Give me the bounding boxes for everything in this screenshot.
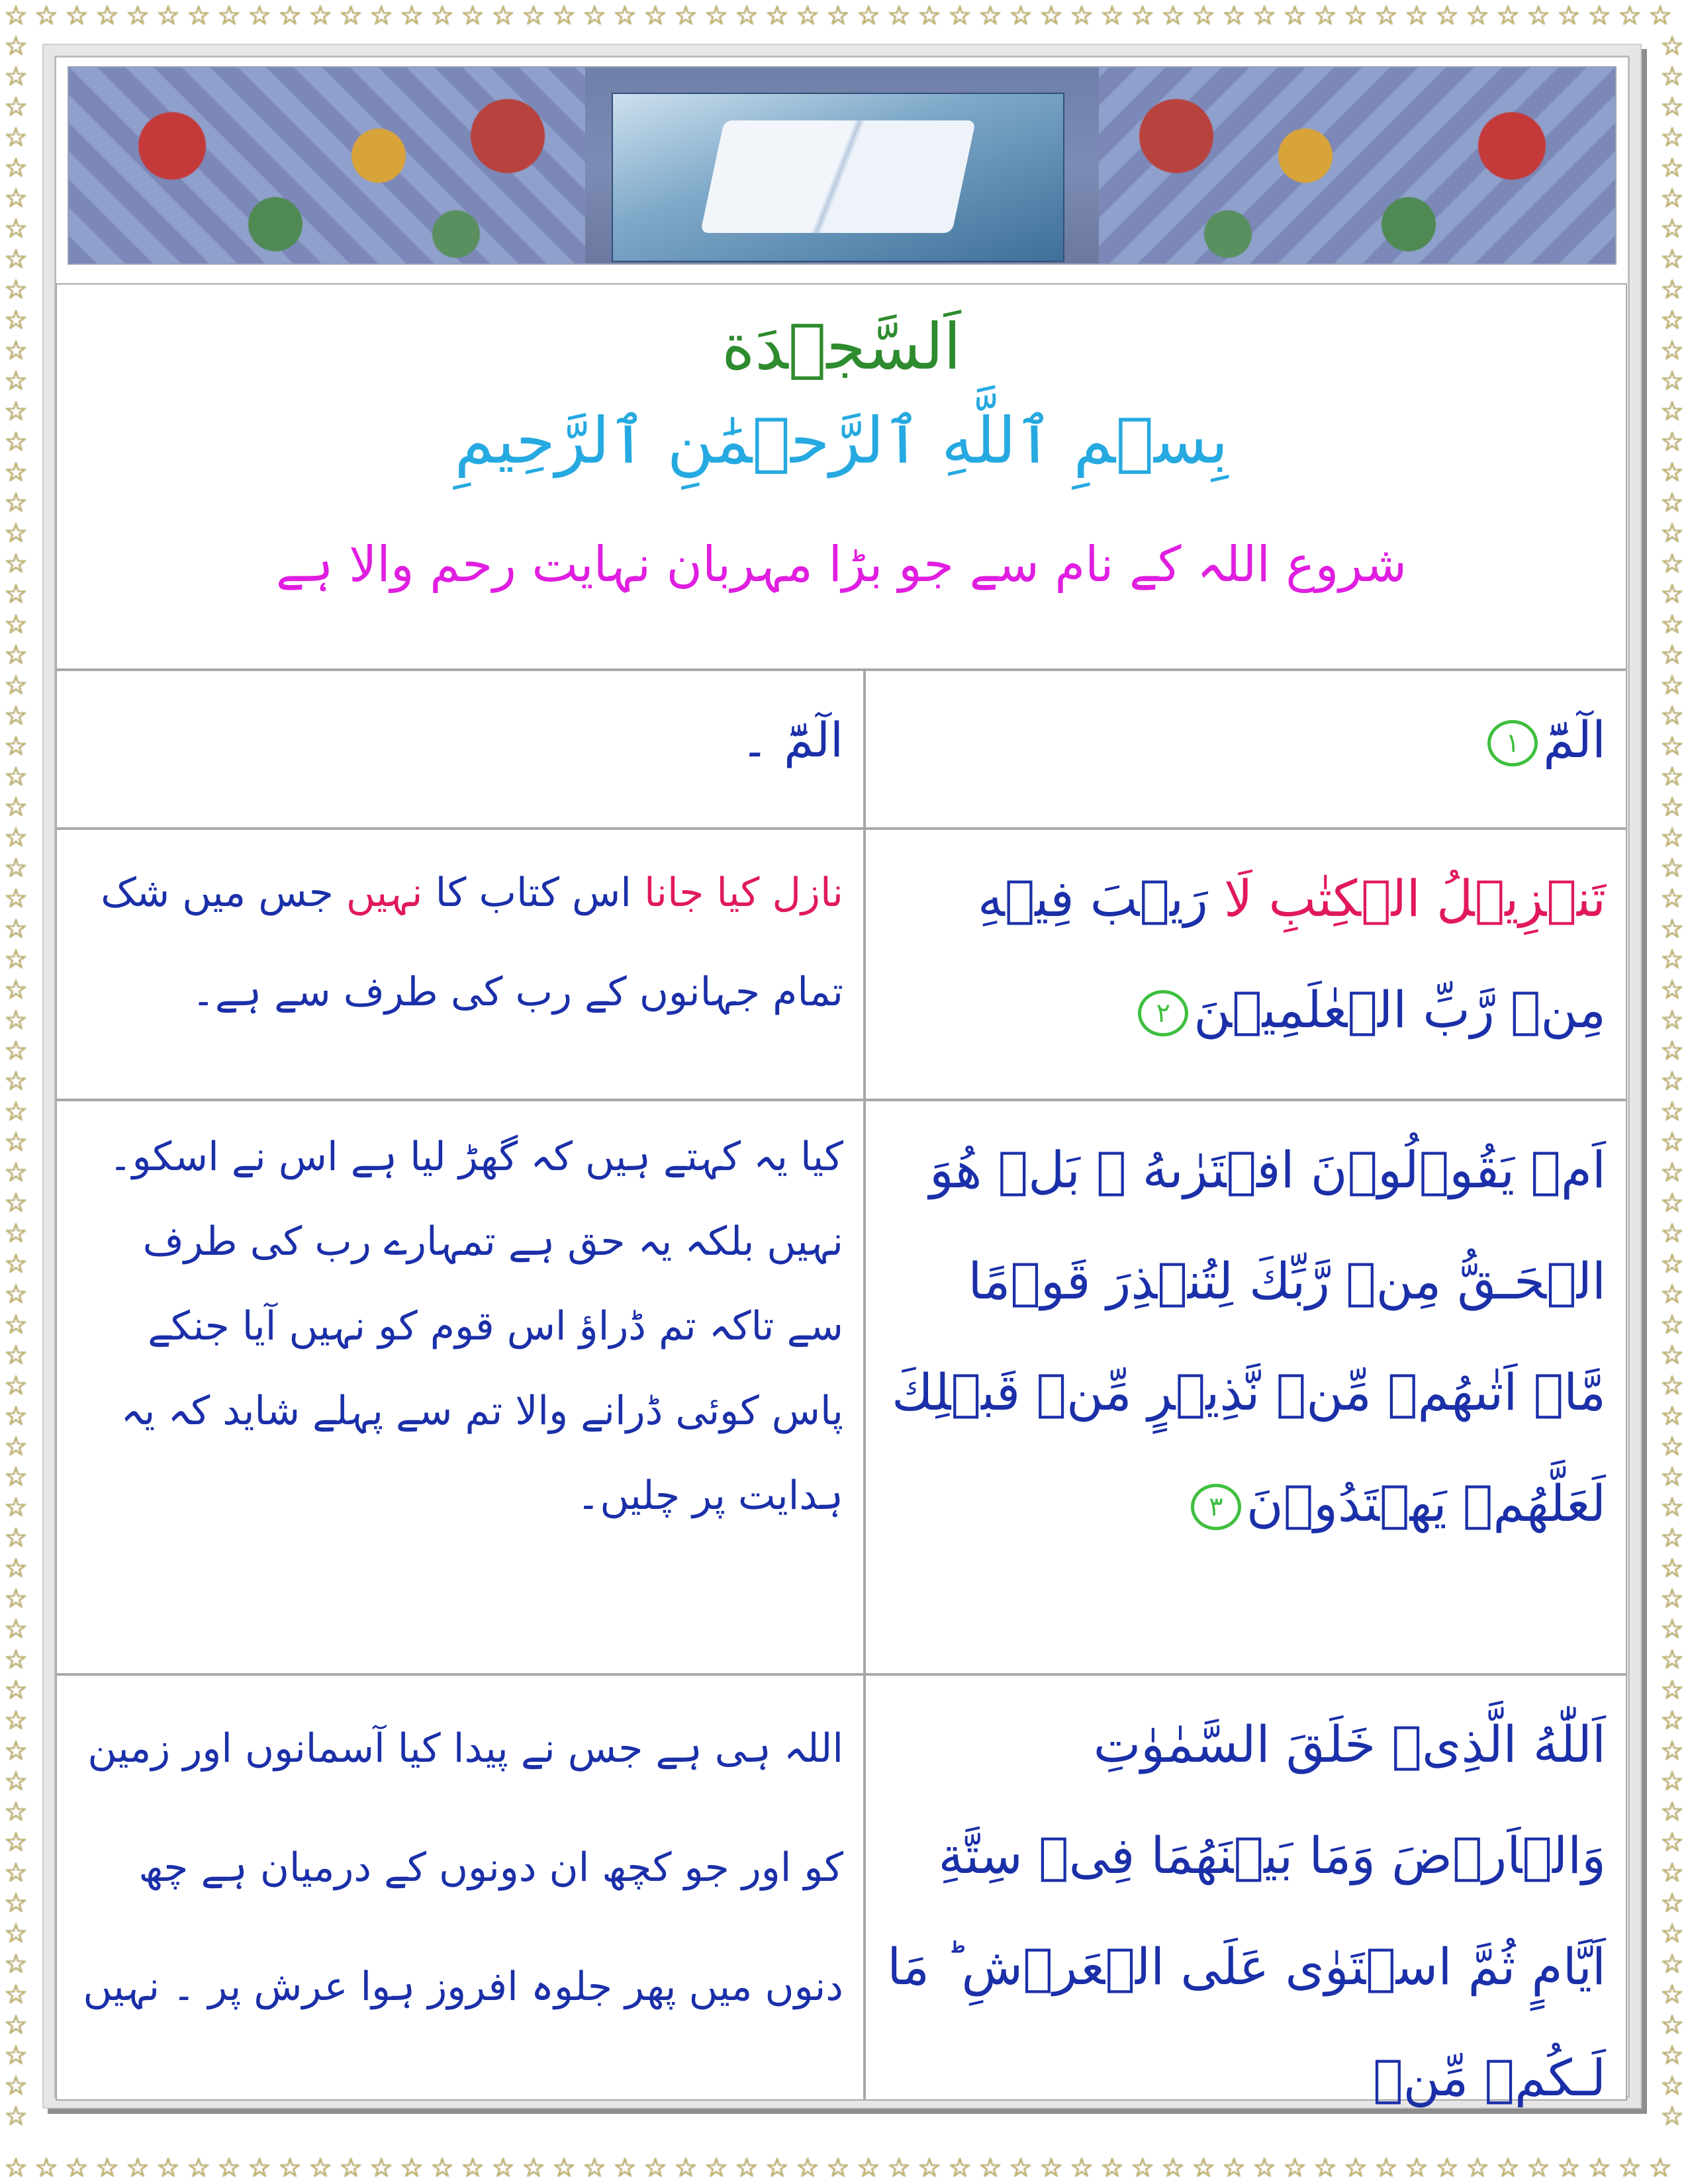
star-ornament: ☆ bbox=[4, 1614, 28, 1645]
star-ornament: ☆ bbox=[583, 2153, 606, 2183]
star-ornament: ☆ bbox=[1660, 853, 1684, 884]
verse-1-translation-cell bbox=[56, 670, 865, 829]
star-ornament: ☆ bbox=[1660, 1858, 1684, 1888]
star-ornament: ☆ bbox=[1660, 1645, 1684, 1675]
star-ornament: ☆ bbox=[339, 1, 363, 31]
star-ornament: ☆ bbox=[1660, 610, 1684, 640]
star-ornament: ☆ bbox=[1161, 1, 1185, 31]
star-ornament: ☆ bbox=[765, 2153, 789, 2183]
star-ornament: ☆ bbox=[1526, 2153, 1550, 2183]
verse-1-arabic bbox=[886, 684, 1606, 796]
star-ornament: ☆ bbox=[1344, 1, 1368, 31]
star-ornament: ☆ bbox=[1660, 1401, 1684, 1432]
star-ornament: ☆ bbox=[1660, 1523, 1684, 1553]
star-ornament: ☆ bbox=[4, 214, 28, 244]
star-ornament: ☆ bbox=[1660, 701, 1684, 731]
star-ornament: ☆ bbox=[4, 1097, 28, 1127]
star-ornament: ☆ bbox=[1660, 305, 1684, 336]
star-ornament: ☆ bbox=[4, 1371, 28, 1401]
star-ornament: ☆ bbox=[400, 1, 424, 31]
star-ornament: ☆ bbox=[1660, 1249, 1684, 1279]
star-ornament: ☆ bbox=[1660, 975, 1684, 1005]
verse-2-arabic-part: لَا bbox=[1223, 869, 1253, 928]
star-ornament: ☆ bbox=[1660, 457, 1684, 488]
star-ornament: ☆ bbox=[1660, 1218, 1684, 1249]
star-ornament: ☆ bbox=[1660, 1462, 1684, 1492]
star-ornament: ☆ bbox=[461, 2153, 485, 2183]
star-ornament: ☆ bbox=[1660, 488, 1684, 518]
star-ornament: ☆ bbox=[1660, 670, 1684, 701]
star-ornament: ☆ bbox=[126, 2153, 150, 2183]
verse-number-marker: ٣ bbox=[1191, 1484, 1241, 1530]
star-ornament: ☆ bbox=[1660, 1584, 1684, 1614]
star-ornament: ☆ bbox=[1660, 1432, 1684, 1462]
star-ornament: ☆ bbox=[65, 1, 89, 31]
star-ornament: ☆ bbox=[4, 1218, 28, 1249]
bismillah-translation: شروع اللہ کے نام سے جو بڑا مہربان نہایت رحم والا ہے bbox=[275, 536, 1407, 593]
verse-2-arabic-part: تَنۡزِيۡلُ الۡكِتٰبِ bbox=[1252, 869, 1606, 928]
star-ornament: ☆ bbox=[978, 1, 1002, 31]
star-ornament: ☆ bbox=[4, 1005, 28, 1036]
star-ornament: ☆ bbox=[400, 2153, 424, 2183]
star-ornament: ☆ bbox=[887, 1, 911, 31]
star-ornament: ☆ bbox=[1660, 62, 1684, 92]
star-ornament: ☆ bbox=[4, 427, 28, 457]
star-ornament: ☆ bbox=[4, 884, 28, 914]
star-ornament: ☆ bbox=[34, 1, 58, 31]
star-ornament: ☆ bbox=[4, 1279, 28, 1310]
star-ornament: ☆ bbox=[1660, 1005, 1684, 1036]
star-ornament: ☆ bbox=[461, 1, 485, 31]
star-ornament: ☆ bbox=[369, 2153, 393, 2183]
verse-4-arabic-cell bbox=[865, 1674, 1627, 2107]
star-ornament: ☆ bbox=[217, 1, 241, 31]
star-ornament: ☆ bbox=[1660, 2010, 1684, 2040]
star-ornament: ☆ bbox=[674, 1, 698, 31]
star-ornament: ☆ bbox=[1660, 823, 1684, 853]
star-ornament: ☆ bbox=[187, 2153, 211, 2183]
header-banner bbox=[68, 66, 1617, 265]
star-ornament: ☆ bbox=[1435, 1, 1459, 31]
verse-3-translation: کیا یہ کہتے ہیں کہ گھڑ لیا ہے اس نے اسکو۔ نہیں بلکہ یہ حق ہے تمہارے رب کی طرف سے تاکہ تم ڈراؤ اس قوم کو نہیں آیا جنکے پاس کوئی ڈرانے والا تم سے پہلے شاید کہ یہ ہدایت پر چلیں۔ bbox=[109, 1134, 843, 1519]
star-ornament: ☆ bbox=[4, 1249, 28, 1279]
star-ornament: ☆ bbox=[1660, 884, 1684, 914]
star-ornament: ☆ bbox=[1660, 1097, 1684, 1127]
verse-3-translation-cell bbox=[56, 1100, 865, 1674]
star-ornament: ☆ bbox=[4, 762, 28, 792]
star-ornament: ☆ bbox=[4, 1066, 28, 1097]
verse-4-arabic: اَللّٰهُ الَّذِىۡ خَلَقَ السَّمٰوٰتِ وَالۡاَرۡضَ وَمَا بَيۡنَهُمَا فِىۡ سِتَّةِ اَيَّامٍ ثُمَّ اسۡتَوٰى عَلَى الۡعَرۡشِ ؕ مَا لَـكُمۡ مِّنۡ bbox=[887, 1715, 1606, 2107]
star-ornament: ☆ bbox=[1660, 914, 1684, 944]
star-ornament: ☆ bbox=[4, 853, 28, 884]
star-ornament: ☆ bbox=[156, 1, 180, 31]
star-ornament: ☆ bbox=[4, 1340, 28, 1371]
star-ornament: ☆ bbox=[1648, 2153, 1672, 2183]
star-ornament: ☆ bbox=[1313, 2153, 1337, 2183]
star-ornament: ☆ bbox=[1374, 2153, 1398, 2183]
star-ornament: ☆ bbox=[1660, 31, 1684, 62]
star-ornament: ☆ bbox=[1660, 731, 1684, 762]
star-ornament: ☆ bbox=[1283, 2153, 1307, 2183]
star-ornament: ☆ bbox=[278, 1, 302, 31]
star-ornament: ☆ bbox=[4, 1766, 28, 1797]
star-ornament: ☆ bbox=[4, 2040, 28, 2071]
star-ornament: ☆ bbox=[1660, 579, 1684, 610]
verse-number-marker: ٢ bbox=[1138, 990, 1188, 1036]
verse-2-translation-cell bbox=[56, 829, 865, 1100]
star-ornament: ☆ bbox=[156, 2153, 180, 2183]
star-ornament: ☆ bbox=[4, 1158, 28, 1188]
star-ornament: ☆ bbox=[4, 1036, 28, 1066]
star-ornament: ☆ bbox=[4, 792, 28, 823]
star-ornament: ☆ bbox=[1660, 122, 1684, 153]
star-ornament: ☆ bbox=[1660, 1158, 1684, 1188]
verse-2-arabic bbox=[886, 843, 1606, 1066]
verse-1-translation: الٓمّٓ ۔ bbox=[741, 712, 843, 768]
star-ornament: ☆ bbox=[4, 1858, 28, 1888]
star-ornament: ☆ bbox=[95, 2153, 119, 2183]
star-ornament: ☆ bbox=[1660, 275, 1684, 305]
star-ornament: ☆ bbox=[1660, 1888, 1684, 1919]
star-ornament: ☆ bbox=[4, 944, 28, 975]
star-ornament: ☆ bbox=[4, 1797, 28, 1827]
star-ornament: ☆ bbox=[1660, 792, 1684, 823]
star-ornament: ☆ bbox=[4, 457, 28, 488]
star-ornament: ☆ bbox=[4, 31, 28, 62]
star-ornament: ☆ bbox=[4, 1584, 28, 1614]
star-ornament: ☆ bbox=[1660, 1188, 1684, 1218]
star-ornament: ☆ bbox=[1466, 1, 1489, 31]
star-ornament: ☆ bbox=[1660, 640, 1684, 670]
star-ornament: ☆ bbox=[948, 2153, 972, 2183]
star-ornament: ☆ bbox=[1660, 153, 1684, 183]
star-ornament: ☆ bbox=[1660, 396, 1684, 427]
star-ornament: ☆ bbox=[4, 823, 28, 853]
star-ornament: ☆ bbox=[1660, 2071, 1684, 2101]
star-ornament: ☆ bbox=[1252, 1, 1276, 31]
star-ornament: ☆ bbox=[1660, 1675, 1684, 1706]
star-ornament: ☆ bbox=[1660, 427, 1684, 457]
star-ornament: ☆ bbox=[4, 1645, 28, 1675]
star-ornament: ☆ bbox=[4, 1949, 28, 1979]
star-ornament: ☆ bbox=[948, 1, 972, 31]
star-ornament: ☆ bbox=[613, 2153, 637, 2183]
star-ornament: ☆ bbox=[1131, 1, 1154, 31]
star-ornament: ☆ bbox=[4, 1706, 28, 1736]
star-ornament: ☆ bbox=[1660, 1614, 1684, 1645]
star-ornament: ☆ bbox=[583, 1, 606, 31]
star-ornament: ☆ bbox=[4, 2010, 28, 2040]
star-ornament: ☆ bbox=[522, 2153, 545, 2183]
star-ornament: ☆ bbox=[1557, 1, 1581, 31]
star-ornament: ☆ bbox=[552, 1, 576, 31]
star-ornament: ☆ bbox=[4, 1827, 28, 1858]
star-ornament: ☆ bbox=[4, 183, 28, 214]
star-ornament: ☆ bbox=[4, 305, 28, 336]
star-ornament: ☆ bbox=[1526, 1, 1550, 31]
verse-2-arabic-cell bbox=[865, 829, 1627, 1100]
star-ornament: ☆ bbox=[4, 62, 28, 92]
surah-name: اَلسَّجۡدَة bbox=[722, 310, 961, 384]
ornament-right bbox=[1099, 68, 1615, 263]
star-ornament: ☆ bbox=[4, 1736, 28, 1766]
star-ornament: ☆ bbox=[4, 518, 28, 549]
star-ornament: ☆ bbox=[4, 579, 28, 610]
star-ornament: ☆ bbox=[4, 336, 28, 366]
star-ornament: ☆ bbox=[4, 2153, 28, 2183]
star-ornament: ☆ bbox=[1660, 1492, 1684, 1523]
star-ornament: ☆ bbox=[522, 1, 545, 31]
star-ornament: ☆ bbox=[735, 2153, 759, 2183]
star-ornament: ☆ bbox=[217, 2153, 241, 2183]
star-ornament: ☆ bbox=[4, 1919, 28, 1949]
star-ornament: ☆ bbox=[1660, 762, 1684, 792]
star-ornament: ☆ bbox=[1660, 1340, 1684, 1371]
star-ornament: ☆ bbox=[1618, 2153, 1642, 2183]
star-ornament: ☆ bbox=[1405, 1, 1429, 31]
star-ornament: ☆ bbox=[4, 1523, 28, 1553]
verse-2-translation-part: نازل کیا جانا bbox=[644, 870, 843, 916]
star-ornament: ☆ bbox=[1660, 1919, 1684, 1949]
star-ornament: ☆ bbox=[34, 2153, 58, 2183]
star-ornament: ☆ bbox=[1660, 1036, 1684, 1066]
star-ornament: ☆ bbox=[1100, 1, 1124, 31]
star-ornament: ☆ bbox=[4, 1888, 28, 1919]
verse-2-translation-part: اس کتاب کا bbox=[422, 870, 644, 916]
star-ornament: ☆ bbox=[339, 2153, 363, 2183]
star-ornament: ☆ bbox=[1660, 1706, 1684, 1736]
star-ornament: ☆ bbox=[4, 1, 28, 31]
star-ornament: ☆ bbox=[1466, 2153, 1489, 2183]
star-ornament: ☆ bbox=[704, 2153, 728, 2183]
star-ornament: ☆ bbox=[1660, 336, 1684, 366]
star-ornament: ☆ bbox=[857, 1, 880, 31]
star-ornament: ☆ bbox=[95, 1, 119, 31]
star-ornament: ☆ bbox=[1192, 1, 1215, 31]
star-ornament: ☆ bbox=[308, 1, 332, 31]
star-ornament: ☆ bbox=[1660, 1736, 1684, 1766]
star-ornament: ☆ bbox=[1660, 183, 1684, 214]
star-ornament: ☆ bbox=[4, 1127, 28, 1158]
bismillah: بِسۡمِ ٱللَّهِ ٱلرَّحۡمَٰنِ ٱلرَّحِيمِ bbox=[454, 404, 1229, 478]
star-ornament: ☆ bbox=[1009, 1, 1033, 31]
star-ornament: ☆ bbox=[917, 2153, 941, 2183]
star-ornament: ☆ bbox=[1100, 2153, 1124, 2183]
star-ornament: ☆ bbox=[1344, 2153, 1368, 2183]
star-ornament: ☆ bbox=[4, 2071, 28, 2101]
star-ornament: ☆ bbox=[430, 1, 454, 31]
star-ornament: ☆ bbox=[1070, 2153, 1094, 2183]
star-ornament: ☆ bbox=[1660, 244, 1684, 275]
star-ornament: ☆ bbox=[1660, 1827, 1684, 1858]
star-ornament: ☆ bbox=[1009, 2153, 1033, 2183]
star-ornament: ☆ bbox=[1660, 2101, 1684, 2132]
star-ornament: ☆ bbox=[248, 1, 271, 31]
star-ornament: ☆ bbox=[4, 670, 28, 701]
star-ornament: ☆ bbox=[1496, 2153, 1520, 2183]
star-ornament: ☆ bbox=[1070, 1, 1094, 31]
star-ornament: ☆ bbox=[1660, 549, 1684, 579]
star-ornament: ☆ bbox=[4, 1675, 28, 1706]
star-ornament: ☆ bbox=[1660, 1553, 1684, 1584]
star-ornament: ☆ bbox=[4, 1462, 28, 1492]
star-ornament: ☆ bbox=[765, 1, 789, 31]
star-ornament: ☆ bbox=[1161, 2153, 1185, 2183]
star-ornament: ☆ bbox=[4, 731, 28, 762]
star-ornament: ☆ bbox=[613, 1, 637, 31]
star-ornament: ☆ bbox=[4, 640, 28, 670]
star-ornament: ☆ bbox=[826, 2153, 850, 2183]
star-ornament: ☆ bbox=[126, 1, 150, 31]
star-ornament: ☆ bbox=[4, 1979, 28, 2010]
star-ornament: ☆ bbox=[1313, 1, 1337, 31]
star-ornament: ☆ bbox=[1131, 2153, 1154, 2183]
verse-3-arabic-cell bbox=[865, 1100, 1627, 1674]
star-ornament: ☆ bbox=[4, 122, 28, 153]
quran-book-image bbox=[612, 93, 1064, 262]
star-ornament: ☆ bbox=[278, 2153, 302, 2183]
star-ornament: ☆ bbox=[4, 92, 28, 122]
star-ornament: ☆ bbox=[1283, 1, 1307, 31]
star-ornament: ☆ bbox=[1660, 214, 1684, 244]
verse-4-translation-cell bbox=[56, 1674, 865, 2101]
star-ornament: ☆ bbox=[1192, 2153, 1215, 2183]
star-ornament: ☆ bbox=[4, 610, 28, 640]
star-ornament: ☆ bbox=[552, 2153, 576, 2183]
star-ornament: ☆ bbox=[1660, 92, 1684, 122]
verse-4-translation: اللہ ہی ہے جس نے پیدا کیا آسمانوں اور زمین کو اور جو کچھ ان دونوں کے درمیان ہے چھ دنوں میں پھر جلوہ افروز ہوا عرش پر ۔ نہیں bbox=[83, 1725, 843, 2010]
star-ornament: ☆ bbox=[4, 275, 28, 305]
star-ornament: ☆ bbox=[369, 1, 393, 31]
star-ornament: ☆ bbox=[1039, 1, 1063, 31]
star-ornament: ☆ bbox=[1660, 1310, 1684, 1340]
star-ornament: ☆ bbox=[1496, 1, 1520, 31]
ornament-left bbox=[69, 68, 585, 263]
star-ornament: ☆ bbox=[491, 2153, 515, 2183]
star-ornament: ☆ bbox=[1660, 2040, 1684, 2071]
star-ornament: ☆ bbox=[4, 701, 28, 731]
star-ornament: ☆ bbox=[643, 1, 667, 31]
star-ornament: ☆ bbox=[1660, 1066, 1684, 1097]
star-ornament: ☆ bbox=[4, 914, 28, 944]
star-ornament: ☆ bbox=[4, 1553, 28, 1584]
star-ornament: ☆ bbox=[1587, 2153, 1611, 2183]
star-ornament: ☆ bbox=[491, 1, 515, 31]
star-ornament: ☆ bbox=[735, 1, 759, 31]
star-ornament: ☆ bbox=[4, 244, 28, 275]
verse-2-translation bbox=[77, 843, 843, 1042]
verse-2-translation-part: نہیں bbox=[346, 870, 423, 916]
star-ornament: ☆ bbox=[4, 549, 28, 579]
star-ornament: ☆ bbox=[704, 1, 728, 31]
star-ornament: ☆ bbox=[1660, 518, 1684, 549]
verse-2-translation-part: جس میں شک تمام جہانوں کے رب کی طرف سے ہے۔ bbox=[101, 870, 843, 1015]
star-ornament: ☆ bbox=[1374, 1, 1398, 31]
star-ornament: ☆ bbox=[796, 2153, 820, 2183]
verse-2-arabic-part: رَيۡبَ فِيۡهِ مِنۡ رَّبِّ الۡعٰلَمِيۡنَ bbox=[977, 869, 1606, 1039]
star-ornament: ☆ bbox=[4, 1310, 28, 1340]
star-ornament: ☆ bbox=[1222, 2153, 1246, 2183]
star-ornament: ☆ bbox=[643, 2153, 667, 2183]
verse-3-arabic-text: اَمۡ يَقُوۡلُوۡنَ افۡتَرٰٮهُ ۚ بَلۡ هُوَ الۡحَـقُّ مِنۡ رَّبِّكَ لِتُنۡذِرَ قَوۡمًا مَّاۤ اَتٰٮهُمۡ مِّنۡ نَّذِيۡرٍ مِّنۡ قَبۡلِكَ لَعَلَّهُمۡ يَهۡتَدُوۡنَ bbox=[892, 1140, 1606, 1533]
verse-number-marker: ١ bbox=[1487, 720, 1538, 766]
verse-3-arabic bbox=[886, 1115, 1606, 1559]
star-ornament: ☆ bbox=[674, 2153, 698, 2183]
star-ornament: ☆ bbox=[826, 1, 850, 31]
verse-1-arabic-cell bbox=[865, 670, 1627, 829]
star-ornament: ☆ bbox=[308, 2153, 332, 2183]
star-ornament: ☆ bbox=[1660, 944, 1684, 975]
star-ornament: ☆ bbox=[187, 1, 211, 31]
star-ornament: ☆ bbox=[1660, 1949, 1684, 1979]
star-ornament: ☆ bbox=[1660, 1371, 1684, 1401]
star-ornament: ☆ bbox=[1435, 2153, 1459, 2183]
star-ornament: ☆ bbox=[4, 1432, 28, 1462]
star-ornament: ☆ bbox=[1557, 2153, 1581, 2183]
title-section bbox=[56, 283, 1627, 670]
star-ornament: ☆ bbox=[1039, 2153, 1063, 2183]
star-ornament: ☆ bbox=[4, 396, 28, 427]
star-ornament: ☆ bbox=[1660, 1979, 1684, 2010]
star-ornament: ☆ bbox=[1222, 1, 1246, 31]
star-ornament: ☆ bbox=[4, 366, 28, 396]
star-ornament: ☆ bbox=[1660, 1127, 1684, 1158]
star-ornament: ☆ bbox=[857, 2153, 880, 2183]
star-ornament: ☆ bbox=[4, 1188, 28, 1218]
star-ornament: ☆ bbox=[1660, 1766, 1684, 1797]
star-ornament: ☆ bbox=[1660, 1797, 1684, 1827]
star-ornament: ☆ bbox=[65, 2153, 89, 2183]
star-ornament: ☆ bbox=[4, 1492, 28, 1523]
star-ornament: ☆ bbox=[1587, 1, 1611, 31]
star-ornament: ☆ bbox=[4, 153, 28, 183]
star-ornament: ☆ bbox=[4, 1401, 28, 1432]
star-ornament: ☆ bbox=[1252, 2153, 1276, 2183]
star-ornament: ☆ bbox=[4, 488, 28, 518]
star-ornament: ☆ bbox=[887, 2153, 911, 2183]
star-ornament: ☆ bbox=[1660, 1279, 1684, 1310]
star-ornament: ☆ bbox=[1648, 1, 1672, 31]
star-ornament: ☆ bbox=[1618, 1, 1642, 31]
star-ornament: ☆ bbox=[796, 1, 820, 31]
star-ornament: ☆ bbox=[978, 2153, 1002, 2183]
star-ornament: ☆ bbox=[917, 1, 941, 31]
verse-1-arabic-text: الٓمّٓ bbox=[1543, 710, 1606, 769]
star-ornament: ☆ bbox=[1405, 2153, 1429, 2183]
star-ornament: ☆ bbox=[1660, 366, 1684, 396]
star-ornament: ☆ bbox=[248, 2153, 271, 2183]
star-ornament: ☆ bbox=[4, 975, 28, 1005]
star-ornament: ☆ bbox=[430, 2153, 454, 2183]
star-ornament: ☆ bbox=[4, 2101, 28, 2132]
